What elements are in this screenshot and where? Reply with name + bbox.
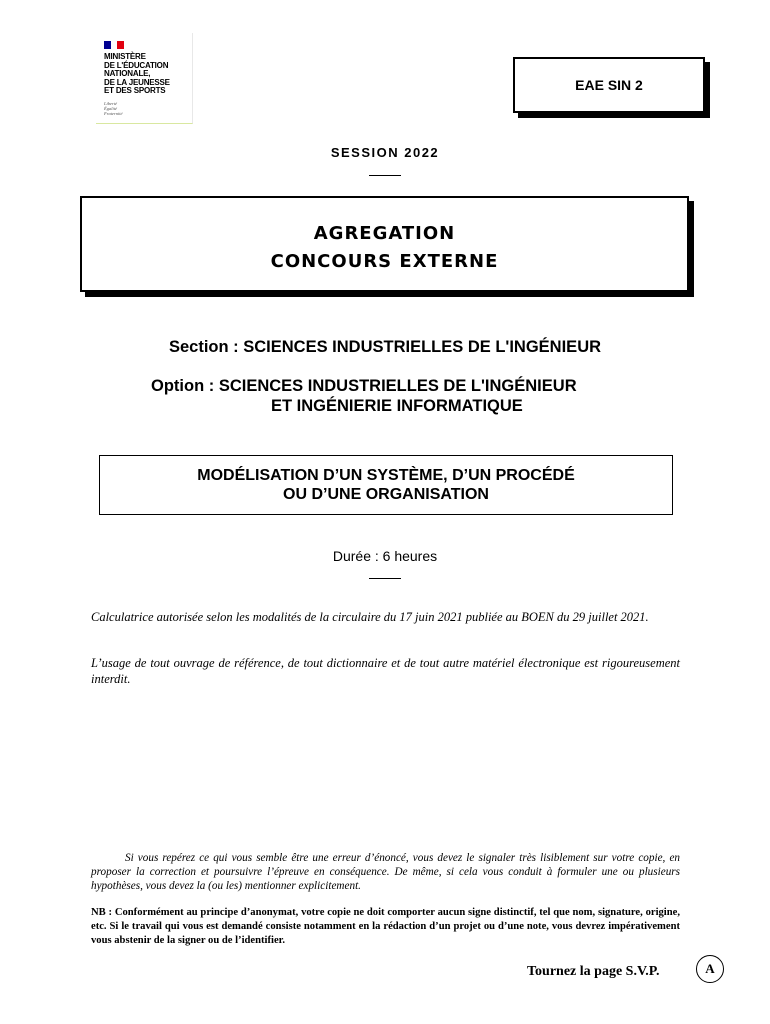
page-letter-badge	[696, 955, 724, 983]
french-flag-icon	[104, 41, 124, 49]
subject-box	[99, 455, 673, 515]
ministry-logo	[96, 33, 193, 124]
ministry-name-line: MINISTÈRE	[104, 52, 146, 61]
calculator-rule: Calculatrice autorisée selon les modalités de la circulaire du 17 juin 2021 publiée au BOEN du 29 juillet 2021.	[91, 610, 649, 624]
divider	[369, 175, 401, 176]
competition-title: AGREGATION	[313, 223, 456, 244]
motto-line: Fraternité	[104, 111, 123, 116]
exam-code-box	[513, 57, 705, 113]
subject-title-continued: OU D’UNE ORGANISATION	[283, 486, 489, 503]
motto-line: Liberté	[104, 101, 117, 106]
section-title: Section : SCIENCES INDUSTRIELLES DE L'INGÉNIEUR	[168, 338, 602, 356]
republic-motto	[104, 101, 164, 116]
session-label: SESSION 2022	[330, 145, 440, 160]
turn-page-label: Tournez la page S.V.P.	[527, 964, 660, 979]
divider	[369, 578, 401, 579]
ministry-name	[104, 53, 190, 96]
anonymity-notice: NB : Conformément au principe d’anonymat, votre copie ne doit comporter aucun signe distinctif, tel que nom, signature, origine, etc. Si le travail qui vous est demandé consiste notamment en la rédaction d’un projet ou d’une note, vous devrez impérativement vous abstenir de la signer ou de l’identifier.	[91, 907, 680, 946]
competition-subtitle: CONCOURS EXTERNE	[270, 251, 499, 272]
option-title-continued: ET INGÉNIERIE INFORMATIQUE	[271, 397, 523, 415]
exam-duration: Durée : 6 heures	[332, 548, 438, 564]
exam-code: EAE SIN 2	[575, 77, 643, 93]
reference-material-rule: L’usage de tout ouvrage de référence, de tout dictionnaire et de tout autre matériel électronique est rigoureusement interdit.	[91, 656, 680, 686]
page-letter: A	[705, 961, 715, 976]
competition-title-box	[80, 196, 689, 292]
ministry-name-line: NATIONALE,	[104, 69, 151, 78]
error-notice: Si vous repérez ce qui vous semble être une erreur d’énoncé, vous devez le signaler très lisiblement sur votre copie, en proposer la correction et poursuivre l’épreuve en conséquence. De même, si cela vous conduit à formuler une ou plusieurs hypothèses, vous devez la (ou les) mentionner explicitement.	[91, 852, 680, 892]
subject-title: MODÉLISATION D’UN SYSTÈME, D’UN PROCÉDÉ	[197, 467, 575, 484]
motto-line: Égalité	[104, 106, 117, 111]
ministry-name-line: DE LA JEUNESSE	[104, 77, 170, 87]
option-title: Option : SCIENCES INDUSTRIELLES DE L'INGÉNIEUR	[151, 377, 577, 395]
ministry-name-line: DE L'ÉDUCATION	[104, 60, 169, 70]
ministry-name-line: ET DES SPORTS	[104, 86, 166, 95]
